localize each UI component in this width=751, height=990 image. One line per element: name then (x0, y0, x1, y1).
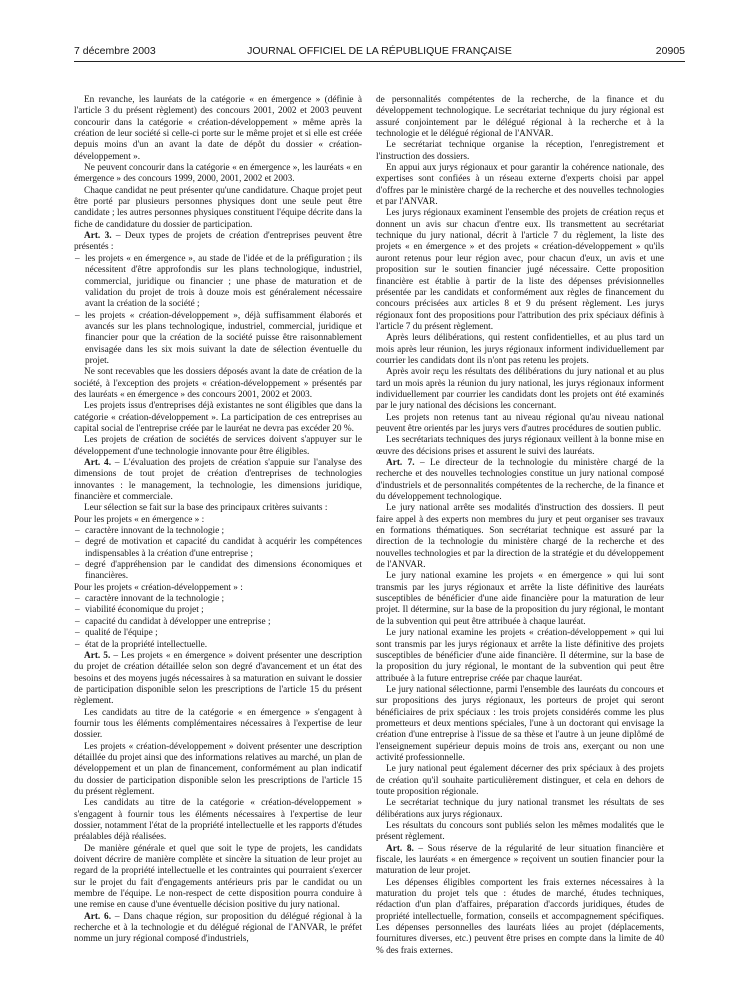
list-item: – qualité de l'équipe ; (74, 628, 362, 639)
paragraph: Les secrétariats techniques des jurys régionaux veillent à la bonne mise en œuvre des décisions prises et assurent le suivi des lauréats. (376, 435, 664, 457)
article-label: Art. 5. (84, 650, 111, 661)
article-label: Art. 7. (386, 458, 415, 468)
article-4 (74, 458, 362, 503)
list-item: – capacité du candidat à développer une entreprise ; (74, 617, 362, 628)
article-5 (74, 651, 362, 708)
list-item: – caractère innovant de la technologie ; (74, 594, 362, 605)
header-journal-title: JOURNAL OFFICIEL DE LA RÉPUBLIQUE FRANÇAISE (247, 45, 512, 57)
page-header (74, 44, 685, 58)
paragraph: Ne sont recevables que les dossiers déposés avant la date de création de la société, à l'exception des projets « création-développement » présentés par des lauréats « en émergence » des concours 2001, 2002 et 2003. (74, 367, 362, 400)
paragraph: Le jury national examine les projets « création-développement » qui lui sont transmis par les jurys régionaux et arrête la liste définitive des projets susceptibles de bénéficier d'une aide financière. Il détermine, sur la base de la proposition du jury régional, le montant de la subvention qui peut être attribuée à la future entreprise créée par chaque lauréat. (376, 628, 664, 684)
paragraph: Les dépenses éligibles comportent les frais externes nécessaires à la maturation du projet tels que : études de marché, études techniques, rédaction d'un plan d'affaires, préparation d'accords juridiques, études de propriété intellectuelle, formation, conseils et accompagnement spécifiques. Les dépenses personnelles des lauréats liées au projet (déplacements, fournitures diverses, etc.) peuvent être prises en compte dans la limite de 40 % des frais externes. (376, 877, 664, 956)
list-item: – état de la propriété intellectuelle. (74, 640, 362, 651)
list-item: – viabilité économique du projet ; (74, 605, 362, 616)
paragraph: De manière générale et quel que soit le type de projets, les candidats doivent décrire de manière complète et sincère la situation de leur projet au regard de la propriété intellectuelle et les contraintes qui pourraient s'exercer sur le projet du fait d'engagements antérieurs pris par le candidat ou un membre de l'équipe. Le non-respect de cette disposition pourra conduire à une remise en cause d'une éventuelle décision positive du jury national. (74, 843, 362, 911)
paragraph: Les projets non retenus tant au niveau régional qu'au niveau national peuvent être orientés par les jurys vers d'autres procédures de soutien public. (376, 412, 664, 434)
paragraph: Ne peuvent concourir dans la catégorie « en émergence », les lauréats « en émergence » des concours 1999, 2000, 2001, 2002 et 2003. (74, 163, 362, 185)
paragraph: Le jury national arrête ses modalités d'instruction des dossiers. Il peut faire appel à des experts non membres du jury et peut organiser ses travaux en formations thématiques. Son secrétariat technique est assuré par la direction de la technologie du ministère chargé de la recherche et des nouvelles technologies et par la direction de la stratégie et du développement de l'ANVAR. (376, 503, 664, 571)
paragraph: Les projets « création-développement » doivent présenter une description détaillée du projet ainsi que des informations relatives au marché, un plan de développement et un plan de financement, conformément au plan indicatif du dossier de participation disponible selon les prescriptions de l'article 15 du présent règlement. (74, 741, 362, 797)
article-text: – Les projets « en émergence » doivent présenter une description du projet de création détaillée selon son degré d'avancement et un état des besoins et des moyens jugés nécessaires à sa maturation en suivant le dossier de participation disponible selon les prescriptions de l'article 15 du présent règlement. (74, 650, 362, 707)
article-text: – Sous réserve de la régularité de leur situation financière et fiscale, les lauréats « en émergence » reçoivent un soutien financier pour la maturation de leur projet. (376, 843, 664, 877)
article-label: Art. 8. (386, 843, 414, 854)
paragraph: Pour les projets « en émergence » : (74, 514, 205, 525)
paragraph: Les candidats au titre de la catégorie « création-développement » s'engagent à fournir tous les éléments nécessaires à l'expertise de leur dossier, notamment l'état de la propriété intellectuelle et les rapports d'études préalables déjà réalisées. (74, 798, 362, 843)
right-column (376, 95, 664, 975)
paragraph: Les résultats du concours sont publiés selon les mêmes modalités que le présent règlement. (376, 821, 664, 843)
paragraph: En appui aux jurys régionaux et pour garantir la cohérence nationale, des expertises sont confiées à un réseau externe d'experts choisi par appel d'offres par le ministère chargé de la recherche et des nouvelles technologies et par l'ANVAR. (376, 163, 664, 208)
list-item: – degré de motivation et capacité du candidat à acquérir les compétences indispensables à la création d'une entreprise ; (74, 537, 362, 560)
paragraph: En revanche, les lauréats de la catégorie « en émergence » (définie à l'article 3 du présent règlement) des concours 2001, 2002 et 2003 peuvent concourir dans la catégorie « création-développement » même après la création de leur société si celle-ci porte sur le même projet et si elle est créée depuis moins d'un an avant la date de dépôt du dossier « création-développement ». (74, 95, 362, 162)
article-text: – Deux types de projets de création d'entreprises peuvent être présentés : (74, 231, 362, 253)
list-item: – les projets « en émergence », au stade de l'idée et de la préfiguration ; ils nécessitent d'être approfondis sur les plans technologique, industriel, commercial, juridique ou financier ; une phase de maturation et de validation du projet de trois à douze mois est généralement nécessaire avant la création de la société ; (74, 254, 362, 311)
header-date: 7 décembre 2003 (74, 45, 156, 57)
article-8 (376, 844, 664, 878)
article-text: – Le directeur de la technologie du ministère chargé de la recherche et des nouvelles technologies constitue un jury national composé d'industriels et de personnalités compétentes de la recherche, de la finance et du développement technologique. (376, 458, 664, 503)
header-page-number: 20905 (655, 45, 685, 57)
article-7 (376, 458, 664, 503)
article-3 (74, 231, 362, 254)
paragraph: Le jury national sélectionne, parmi l'ensemble des lauréats du concours et sur propositions des jurys régionaux, les porteurs de projet qui seront bénéficiaires de prix spéciaux : les trois projets considérés comme les plus prometteurs et deux mentions spéciales, l'une à un doctorant qui envisage la création d'une entreprise à l'issue de sa thèse et l'autre à un jeune diplômé de l'enseignement supérieur depuis moins de trois ans, exerçant ou non une activité professionnelle. (376, 684, 664, 763)
paragraph: Après leurs délibérations, qui restent confidentielles, et au plus tard un mois après leur réunion, les jurys régionaux informent individuellement par courrier les candidats dont ils n'ont pas retenu les projets. (376, 333, 664, 366)
article-6 (74, 912, 362, 946)
paragraph: Chaque candidat ne peut présenter qu'une candidature. Chaque projet peut être porté par plusieurs personnes physiques dont une seule peut être candidate ; les autres personnes physiques constituent l'équipe décrite dans la fiche de candidature du dossier de participation. (74, 185, 362, 230)
paragraph: Leur sélection se fait sur la base des principaux critères suivants : (84, 503, 328, 514)
header-rule (74, 61, 685, 62)
emergence-criteria-list (74, 526, 362, 583)
article-label: Art. 3. (84, 231, 112, 242)
list-item: – caractère innovant de la technologie ; (74, 526, 362, 537)
paragraph: Les projets de création de sociétés de services doivent s'appuyer sur le développement d'une technologie innovante pour être éligibles. (74, 435, 362, 457)
paragraph: Les jurys régionaux examinent l'ensemble des projets de création reçus et donnent un avis sur chacun d'entre eux. Ils transmettent au secrétariat technique du jury national, décrit à l'article 7 du règlement, la liste des projets « en émergence » et des projets « création-développement » qu'ils auront retenus pour leur région avec, pour chacun d'eux, un avis et une proposition sur le soutien financier jugé nécessaire. Cette proposition financière est établie à partir de la liste des dépenses prévisionnelles présentée par les candidats et conformément aux règles de financement du concours précisées aux articles 8 et 9 du présent règlement. Les jurys régionaux font des propositions pour l'attribution des prix spéciaux définis à l'article 7 du présent règlement. (376, 208, 664, 332)
paragraph: Pour les projets « création-développement » : (74, 582, 243, 593)
article-label: Art. 4. (84, 458, 112, 468)
paragraph: Les projets issus d'entreprises déjà existantes ne sont éligibles que dans la catégorie « création-développement ». La participation de ces entreprises au capital social de l'entreprise créée par le lauréat ne devra pas excéder 20 %. (74, 401, 362, 434)
article-label: Art. 6. (84, 911, 112, 922)
list-item: – degré d'appréhension par le candidat des dimensions économiques et financières. (74, 560, 362, 583)
left-column (74, 95, 362, 975)
paragraph: Le secrétariat technique organise la réception, l'enregistrement et l'instruction des dossiers. (376, 140, 664, 162)
paragraph: de personnalités compétentes de la recherche, de la finance et du développement technologique. Le secrétariat technique du jury régional est assuré conjointement par le délégué régional à la recherche et à la technologie et le délégué régional de l'ANVAR. (376, 95, 664, 140)
article-text: – Dans chaque région, sur proposition du délégué régional à la recherche et à la technologie et du délégué régional de l'ANVAR, le préfet nomme un jury régional composé d'industriels, (74, 911, 362, 945)
creation-criteria-list (74, 594, 362, 651)
paragraph: Après avoir reçu les résultats des délibérations du jury national et au plus tard un mois après la réunion du jury national, les jurys régionaux informent individuellement par courrier les candidats dont les projets ont été examinés par le jury national des décisions les concernant. (376, 367, 664, 412)
project-types-list (74, 254, 362, 367)
list-item: – les projets « création-développement », déjà suffisamment élaborés et avancés sur les plans technologique, industriel, commercial, juridique et financier pour que la création de la société puisse être raisonnablement envisagée dans les six mois suivant la date de sélection éventuelle du projet. (74, 311, 362, 368)
paragraph: Les candidats au titre de la catégorie « en émergence » s'engagent à fournir tous les éléments complémentaires nécessaires à l'expertise de leur dossier. (74, 707, 362, 741)
paragraph: Le jury national peut également décerner des prix spéciaux à des projets de création qu'il souhaite particulièrement distinguer, et cela en dehors de toute proposition régionale. (376, 764, 664, 797)
paragraph: Le secrétariat technique du jury national transmet les résultats de ses délibérations aux jurys régionaux. (376, 798, 664, 820)
article-text: – L'évaluation des projets de création s'appuie sur l'analyse des dimensions de tout projet de création d'entreprises de technologies innovantes : le management, la technologie, les dimensions juridique, financière et commerciale. (74, 458, 362, 503)
paragraph: Le jury national examine les projets « en émergence » qui lui sont transmis par les jurys régionaux et arrête la liste définitive des lauréats susceptibles de bénéficier d'une aide financière pour la maturation de leur projet. Il détermine, sur la base de la proposition du jury régional, le montant de la subvention qui peut être attribuée à chaque lauréat. (376, 571, 664, 627)
